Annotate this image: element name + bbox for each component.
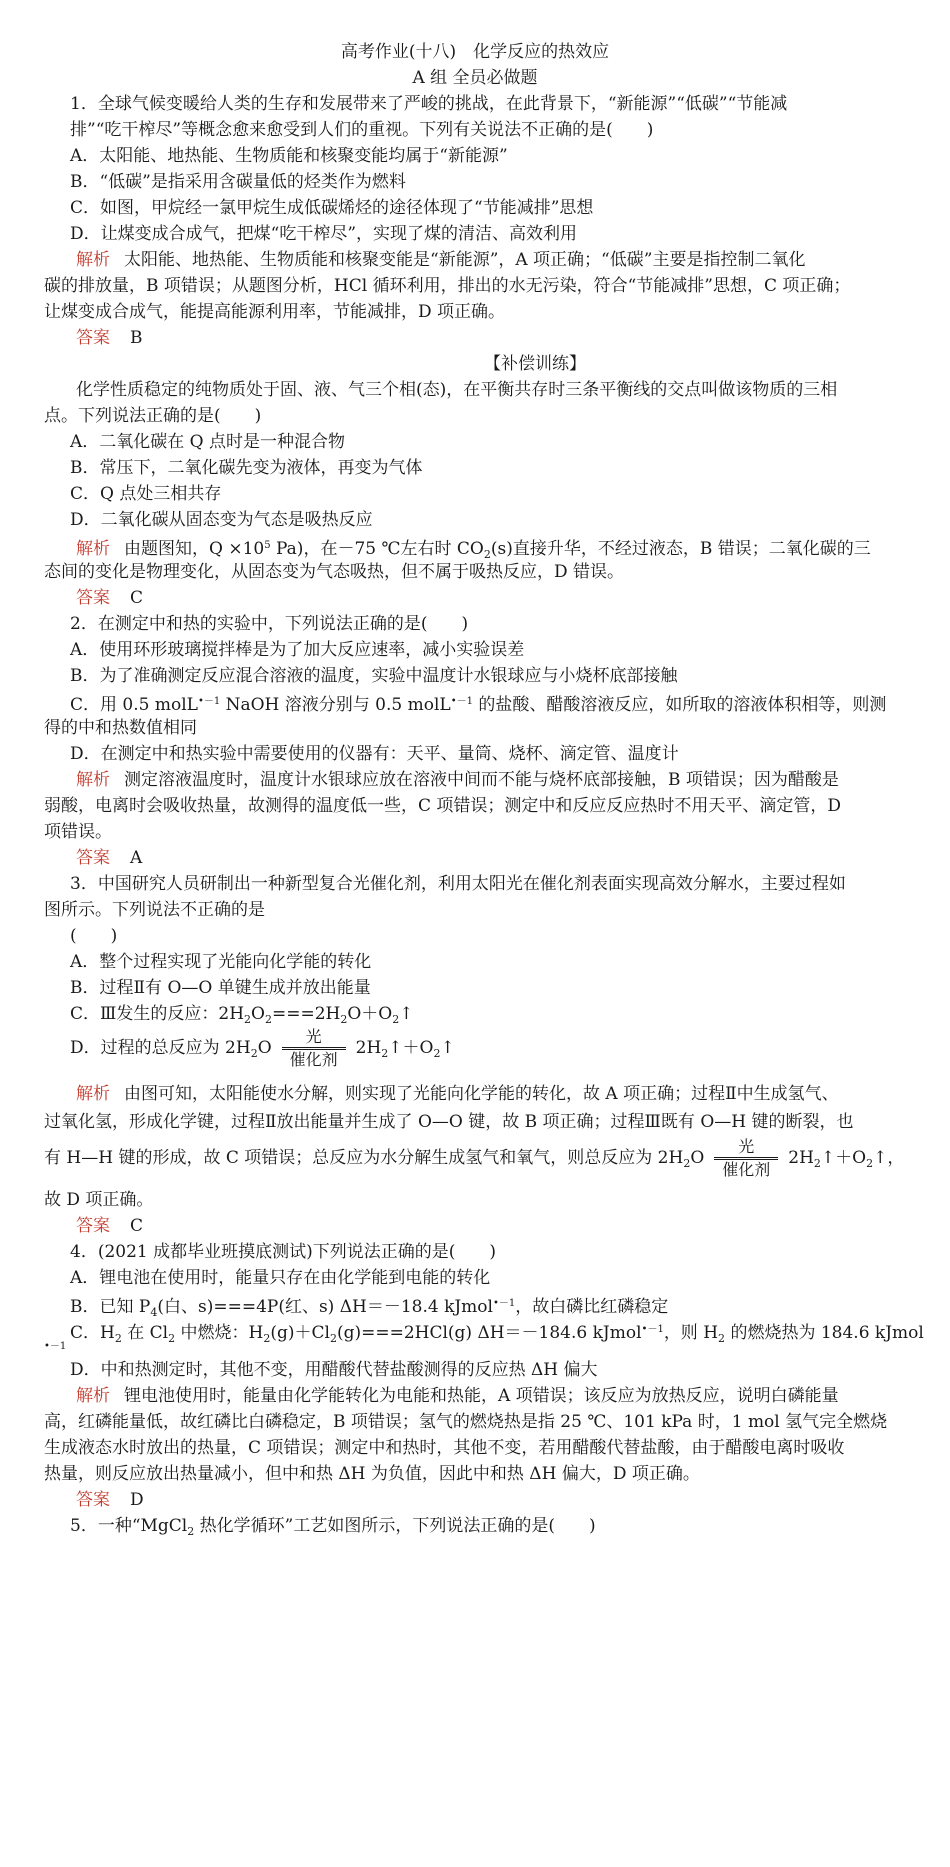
explanation-tag: 解析 <box>76 1386 110 1406</box>
answer-tag: 答案 <box>76 848 110 868</box>
subscript: 2 <box>187 1525 195 1538</box>
option-text: ===2H <box>271 1004 341 1024</box>
q4-answer <box>76 1488 950 1512</box>
q1-stem-line1: 1．全球气候变暖给人类的生存和发展带来了严峻的挑战，在此背景下，“新能源”“低碳”“节能减 <box>70 94 788 114</box>
option-text: (g)＋Cl <box>270 1323 330 1343</box>
explanation-text: 太阳能、地热能、生物质能和核聚变能是“新能源”，A 项正确；“低碳”主要是指控制二氧化 <box>124 250 806 270</box>
superscript: 5 <box>264 540 271 551</box>
subscript: 2 <box>392 1013 400 1026</box>
q3-explanation-line1 <box>76 1082 950 1106</box>
option-text: (g)===2HCl(g) ΔH＝－184.6 kJmol <box>336 1323 642 1343</box>
subscript: 2 <box>264 1013 272 1026</box>
explanation-text: 锂电池使用时，能量由化学能转化为电能和热能，A 项错误；该反应为放热反应，说明白磷能量 <box>124 1386 839 1406</box>
superscript: •－1 <box>492 1298 516 1309</box>
q3-option-a: A．整个过程实现了光能向化学能的转化 <box>70 952 372 972</box>
subscript: 2 <box>250 1047 258 1060</box>
explanation-text: 2H <box>788 1148 814 1168</box>
q3-explanation-line2: 过氧化氢，形成化学键，过程Ⅱ放出能量并生成了 O—O 键，故 B 项正确；过程Ⅲ既有 O—H 键的断裂，也 <box>44 1112 854 1132</box>
explanation-text: Pa)，在－75 ℃左右时 CO <box>270 539 484 559</box>
answer-value: C <box>130 1216 144 1236</box>
explanation-tag: 解析 <box>76 250 110 270</box>
q4-explanation-line2: 高，红磷能量低，故红磷比白磷稳定，B 项错误；氢气的燃烧热是指 25 ℃、101 kPa 时，1 mol 氢气完全燃烧 <box>44 1412 888 1432</box>
page-title: 高考作业(十八) 化学反应的热效应 <box>340 42 610 62</box>
q1-answer <box>76 326 950 350</box>
q4-explanation-line4: 热量，则反应放出热量减小，但中和热 ΔH 为负值，因此中和热 ΔH 偏大，D 项正确。 <box>44 1464 700 1484</box>
subscript: 2 <box>813 1157 821 1170</box>
option-text: NaOH 溶液分别与 0.5 molL <box>220 695 451 715</box>
option-text: D．过程的总反应为 2H <box>70 1038 251 1058</box>
q2-option-b: B．为了准确测定反应混合溶液的温度，实验中温度计水银球应与小烧杯底部接触 <box>70 666 678 686</box>
q2-option-d: D．在测定中和热实验中需要使用的仪器有：天平、量筒、烧杯、滴定管、温度计 <box>70 744 679 764</box>
q1-option-c: C．如图，甲烷经一氯甲烷生成低碳烯烃的途径体现了“节能减排”思想 <box>70 198 594 218</box>
explanation-tag: 解析 <box>76 539 110 559</box>
subscript: 2 <box>244 1013 252 1026</box>
q2-explanation-line2: 弱酸，电离时会吸收热量，故测得的温度低一些，C 项错误；测定中和反应反应热时不用天平、滴定管，D <box>44 796 842 816</box>
explanation-text: 由题图知，Q ×10 <box>124 539 265 559</box>
supp-option-b: B．常压下，二氧化碳先变为液体，再变为气体 <box>70 458 423 478</box>
q4-option-c-wrap: •－1 <box>44 1341 67 1352</box>
explanation-tag: 解析 <box>76 770 110 790</box>
q1-explanation-line1 <box>76 248 950 272</box>
section-heading: A 组 全员必做题 <box>412 68 538 88</box>
q3-stem-line2: 图所示。下列说法不正确的是 <box>44 900 265 920</box>
subscript: 2 <box>329 1332 337 1345</box>
explanation-text: (s)直接升华，不经过液态，B 错误；二氧化碳的三 <box>490 539 871 559</box>
explanation-text: ↑， <box>873 1148 905 1168</box>
answer-value: A <box>130 848 143 868</box>
supp-stem-line1: 化学性质稳定的纯物质处于固、液、气三个相(态)，在平衡共存时三条平衡线的交点叫做该物质的三相 <box>76 380 838 400</box>
q4-option-d: D．中和热测定时，其他不变，用醋酸代替盐酸测得的反应热 ΔH 偏大 <box>70 1360 598 1380</box>
explanation-text: ↑＋O <box>820 1148 867 1168</box>
q3-option-d <box>70 1028 950 1074</box>
supp-answer <box>76 586 950 610</box>
option-text: C．H <box>70 1323 115 1343</box>
option-text: ，故白磷比红磷稳定 <box>515 1297 669 1317</box>
q2-option-c-line2: 得的中和热数值相同 <box>44 718 197 738</box>
q4-explanation-line3: 生成液态水时放出的热量，C 项错误；测定中和热时，其他不变，若用醋酸代替盐酸，由于醋酸电离时吸收 <box>44 1438 845 1458</box>
reaction-condition <box>714 1138 778 1179</box>
explanation-tag: 解析 <box>76 1084 110 1104</box>
q1-explanation-line3: 让煤变成合成气，能提高能源利用率，节能减排，D 项正确。 <box>44 302 506 322</box>
superscript: •－1 <box>450 696 473 707</box>
subscript: 2 <box>866 1157 874 1170</box>
condition-bottom: 催化剂 <box>289 1050 338 1069</box>
option-text: 的燃烧热为 184.6 kJmol <box>725 1323 924 1343</box>
answer-value: C <box>130 588 144 608</box>
answer-tag: 答案 <box>76 588 110 608</box>
q2-stem: 2．在测定中和热的实验中，下列说法正确的是( ) <box>70 614 469 634</box>
explanation-text: 由图可知，太阳能使水分解，则实现了光能向化学能的转化，故 A 项正确；过程Ⅱ中生成氢气、 <box>124 1084 839 1104</box>
option-text: 中燃烧：H <box>175 1323 264 1343</box>
q3-answer <box>76 1214 950 1238</box>
reaction-condition <box>282 1028 346 1069</box>
q3-explanation-line4: 故 D 项正确。 <box>44 1190 154 1210</box>
q1-option-d: D．让煤变成合成气，把煤“吃干榨尽”，实现了煤的清洁、高效利用 <box>70 224 578 244</box>
subscript: 2 <box>718 1332 726 1345</box>
q2-explanation-line1 <box>76 768 950 792</box>
supp-explanation-line2: 态间的变化是物理变化，从固态变为气态吸热，但不属于吸热反应，D 错误。 <box>44 562 625 582</box>
explanation-text: O <box>690 1148 705 1168</box>
explanation-text: 有 H—H 键的形成，故 C 项错误；总反应为水分解生成氢气和氧气，则总反应为 2H <box>44 1148 684 1168</box>
q1-option-b: B．“低碳”是指采用含碳量低的烃类作为燃料 <box>70 172 406 192</box>
subscript: 2 <box>340 1013 348 1026</box>
option-text: O＋O <box>347 1004 393 1024</box>
option-text: ↑＋O <box>388 1038 434 1058</box>
option-text: ↑ <box>399 1004 414 1024</box>
question-text: 5．一种“MgCl <box>70 1516 188 1536</box>
q5-stem <box>70 1514 950 1544</box>
option-text: ，则 H <box>663 1323 719 1343</box>
subscript: 2 <box>114 1332 122 1345</box>
option-text: 2H <box>355 1038 382 1058</box>
q2-explanation-line3: 项错误。 <box>44 822 112 842</box>
explanation-text: 测定溶液温度时，温度计水银球应放在溶液中间而不能与烧杯底部接触，B 项错误；因为醋酸是 <box>124 770 839 790</box>
q1-stem-line2: 排”“吃干榨尽”等概念愈来愈受到人们的重视。下列有关说法不正确的是( ) <box>70 120 654 140</box>
subscript: 2 <box>263 1332 271 1345</box>
q4-explanation-line1 <box>76 1384 950 1408</box>
q1-explanation-line2: 碳的排放量，B 项错误；从题图分析，HCl 循环利用，排出的水无污染，符合“节能减排”思想，C 项正确； <box>44 276 851 296</box>
superscript: •－1 <box>641 1324 664 1335</box>
option-text: C．用 0.5 molL <box>70 695 198 715</box>
q3-option-b: B．过程Ⅱ有 O—O 单键生成并放出能量 <box>70 978 371 998</box>
condition-top: 光 <box>738 1137 755 1156</box>
q3-stem-line3: ( ) <box>70 926 118 946</box>
option-text: (白、s)===4P(红、s) ΔH＝－18.4 kJmol <box>157 1297 493 1317</box>
option-text: O <box>257 1038 272 1058</box>
q4-option-a: A．锂电池在使用时，能量只存在由化学能到电能的转化 <box>70 1268 491 1288</box>
q4-stem: 4．(2021 成都毕业班摸底测试)下列说法正确的是( ) <box>70 1242 497 1262</box>
answer-value: B <box>130 328 143 348</box>
q1-option-a: A．太阳能、地热能、生物质能和核聚变能均属于“新能源” <box>70 146 508 166</box>
answer-tag: 答案 <box>76 328 110 348</box>
subscript: 2 <box>433 1047 441 1060</box>
subscript: 2 <box>381 1047 389 1060</box>
q2-answer <box>76 846 950 870</box>
condition-top: 光 <box>305 1027 322 1046</box>
q3-explanation-line3 <box>44 1138 950 1184</box>
superscript: •－1 <box>197 696 221 707</box>
supp-stem-line2: 点。下列说法正确的是( ) <box>44 406 262 426</box>
subscript: 2 <box>683 1157 691 1170</box>
supp-option-d: D．二氧化碳从固态变为气态是吸热反应 <box>70 510 373 530</box>
option-text: B．已知 P <box>70 1297 151 1317</box>
subscript: 2 <box>168 1332 176 1345</box>
subscript: 2 <box>483 548 491 561</box>
supplement-heading: 【补偿训练】 <box>484 354 586 374</box>
answer-value: D <box>130 1490 144 1510</box>
option-text: O <box>251 1004 265 1024</box>
answer-tag: 答案 <box>76 1216 110 1236</box>
option-text: C．Ⅲ发生的反应：2H <box>70 1004 245 1024</box>
option-text: 在 Cl <box>121 1323 169 1343</box>
answer-tag: 答案 <box>76 1490 110 1510</box>
q2-option-a: A．使用环形玻璃搅拌棒是为了加大反应速率，减小实验误差 <box>70 640 525 660</box>
question-text: 热化学循环”工艺如图所示，下列说法正确的是( ) <box>194 1516 596 1536</box>
q3-stem-line1: 3．中国研究人员研制出一种新型复合光催化剂，利用太阳光在催化剂表面实现高效分解水，主要过程如 <box>70 874 846 894</box>
q2-option-c-line1 <box>70 690 950 717</box>
supp-option-c: C．Q 点处三相共存 <box>70 484 222 504</box>
supp-option-a: A．二氧化碳在 Q 点时是一种混合物 <box>70 432 346 452</box>
option-text: 的盐酸、醋酸溶液反应，如所取的溶液体积相等，则测 <box>472 695 887 715</box>
condition-bottom: 催化剂 <box>722 1160 771 1179</box>
subscript: 4 <box>150 1306 158 1319</box>
option-text: ↑ <box>440 1038 455 1058</box>
